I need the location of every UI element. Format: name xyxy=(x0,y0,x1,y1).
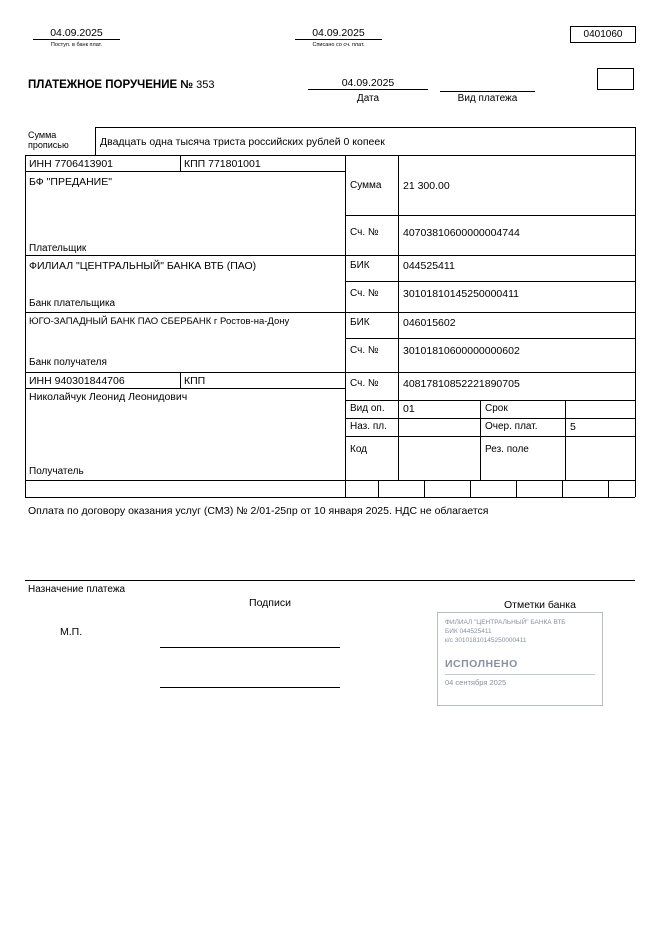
payer-bank-label: Банк плательщика xyxy=(29,298,116,309)
received-date-caption: Поступ. в банк плат. xyxy=(50,42,103,48)
grid-line xyxy=(25,480,635,481)
amount-words-value: Двадцать одна тысяча триста российских рублей 0 копеек xyxy=(100,136,385,148)
mp-label: М.П. xyxy=(60,626,83,638)
stamp-date: 04 сентября 2025 xyxy=(445,678,507,688)
grid-line xyxy=(25,255,635,256)
payer-label: Плательщик xyxy=(29,243,87,254)
signature-line xyxy=(160,647,340,648)
naz-pl-label: Наз. пл. xyxy=(350,421,387,432)
payee-bank-bik-label: БИК xyxy=(350,317,370,328)
grid-line xyxy=(345,155,346,497)
debited-date-value: 04.09.2025 xyxy=(295,27,382,40)
payee-account-value: 40817810852221890705 xyxy=(403,378,520,390)
stamp-divider xyxy=(445,674,595,675)
reserve-field-label: Рез. поле xyxy=(485,444,529,455)
bank-stamp xyxy=(437,612,603,706)
grid-line xyxy=(345,436,635,437)
payee-bank-bik-value: 046015602 xyxy=(403,317,456,329)
tax-row-divider xyxy=(378,480,379,497)
amount-words-label-line2: прописью xyxy=(28,140,69,151)
payee-account-label: Сч. № xyxy=(350,378,379,389)
op-type-label: Вид оп. xyxy=(350,403,385,414)
stamp-corr-account: к/с 30101810145250000411 xyxy=(445,637,527,645)
grid-line xyxy=(25,580,635,581)
amount-words-label xyxy=(28,130,69,151)
payer-bank-name: ФИЛИАЛ "ЦЕНТРАЛЬНЫЙ" БАНКА ВТБ (ПАО) xyxy=(29,260,257,272)
grid-line xyxy=(345,418,635,419)
payee-label: Получатель xyxy=(29,466,84,477)
grid-line xyxy=(345,400,635,401)
grid-line xyxy=(95,127,96,155)
form-code: 0401060 xyxy=(583,29,623,40)
date-label: Дата xyxy=(356,93,380,104)
stamp-bank-name: ФИЛИАЛ "ЦЕНТРАЛЬНЫЙ" БАНКА ВТБ xyxy=(445,619,566,626)
doc-number: 353 xyxy=(196,79,215,91)
grid-line xyxy=(565,400,566,480)
payer-account-label: Сч. № xyxy=(350,227,379,238)
grid-line xyxy=(25,372,635,373)
payer-bank-account-value: 30101810145250000411 xyxy=(403,288,520,300)
doc-date: 04.09.2025 xyxy=(308,77,428,90)
tax-row-divider xyxy=(424,480,425,497)
stamp-bik: БИК 044525411 xyxy=(445,628,492,636)
grid-line xyxy=(95,127,635,128)
payer-kpp: КПП 771801001 xyxy=(184,158,261,170)
amount-value: 21 300.00 xyxy=(403,180,450,192)
received-date-value: 04.09.2025 xyxy=(33,27,120,40)
op-type-value: 01 xyxy=(403,403,415,415)
tax-row-divider xyxy=(470,480,471,497)
term-label: Срок xyxy=(485,403,508,414)
purpose-label: Назначение платежа xyxy=(28,584,126,595)
payee-name: Николайчук Леонид Леонидович xyxy=(29,391,188,403)
grid-line xyxy=(345,215,635,216)
payee-bank-account-value: 30101810600000000602 xyxy=(403,345,520,357)
priority-label: Очер. плат. xyxy=(485,421,538,432)
amount-words-label-line1: Сумма xyxy=(28,130,57,140)
priority-value: 5 xyxy=(570,421,576,433)
grid-line xyxy=(635,127,636,497)
grid-line xyxy=(25,388,345,389)
payee-bank-account-label: Сч. № xyxy=(350,345,379,356)
payee-inn: ИНН 940301844706 xyxy=(29,375,125,387)
amount-label: Сумма xyxy=(350,180,382,191)
code-label: Код xyxy=(350,444,368,455)
payer-bank-bik-label: БИК xyxy=(350,260,370,271)
grid-line xyxy=(25,171,345,172)
payer-inn: ИНН 7706413901 xyxy=(29,158,114,170)
debited-date-caption: Списано со сч. плат. xyxy=(312,42,365,48)
grid-line xyxy=(480,400,481,480)
payee-bank-name: ЮГО-ЗАПАДНЫЙ БАНК ПАО СБЕРБАНК г Ростов-на-Дону xyxy=(29,316,290,327)
form-code-box xyxy=(570,26,636,43)
page-title-row xyxy=(28,79,214,92)
signature-line xyxy=(160,687,340,688)
grid-line xyxy=(345,338,635,339)
tax-row-divider xyxy=(562,480,563,497)
payer-bank-bik-value: 044525411 xyxy=(403,260,455,272)
payer-name: БФ "ПРЕДАНИЕ" xyxy=(29,176,112,188)
grid-line xyxy=(25,155,26,497)
tax-row-divider xyxy=(608,480,609,497)
payer-bank-account-label: Сч. № xyxy=(350,288,379,299)
bank-marks-label: Отметки банка xyxy=(504,599,576,611)
page-title: ПЛАТЕЖНОЕ ПОРУЧЕНИЕ № xyxy=(28,79,194,91)
grid-line xyxy=(25,497,635,498)
grid-line xyxy=(25,312,635,313)
grid-line xyxy=(180,372,181,388)
status-field-box xyxy=(597,68,634,90)
grid-line xyxy=(398,155,399,480)
signatures-label: Подписи xyxy=(249,597,291,609)
payment-type-line xyxy=(440,91,535,92)
payer-account-value: 40703810600000004744 xyxy=(403,227,520,239)
tax-row-divider xyxy=(516,480,517,497)
payee-bank-label: Банк получателя xyxy=(29,357,107,368)
grid-line xyxy=(25,155,635,156)
payment-type-label: Вид платежа xyxy=(457,93,518,104)
grid-line xyxy=(345,281,635,282)
payee-kpp: КПП xyxy=(184,375,206,387)
stamp-status: ИСПОЛНЕНО xyxy=(445,658,518,671)
purpose-text: Оплата по договору оказания услуг (СМЗ) № 2/01-25пр от 10 января 2025. НДС не облагается xyxy=(28,505,489,517)
grid-line xyxy=(180,155,181,171)
